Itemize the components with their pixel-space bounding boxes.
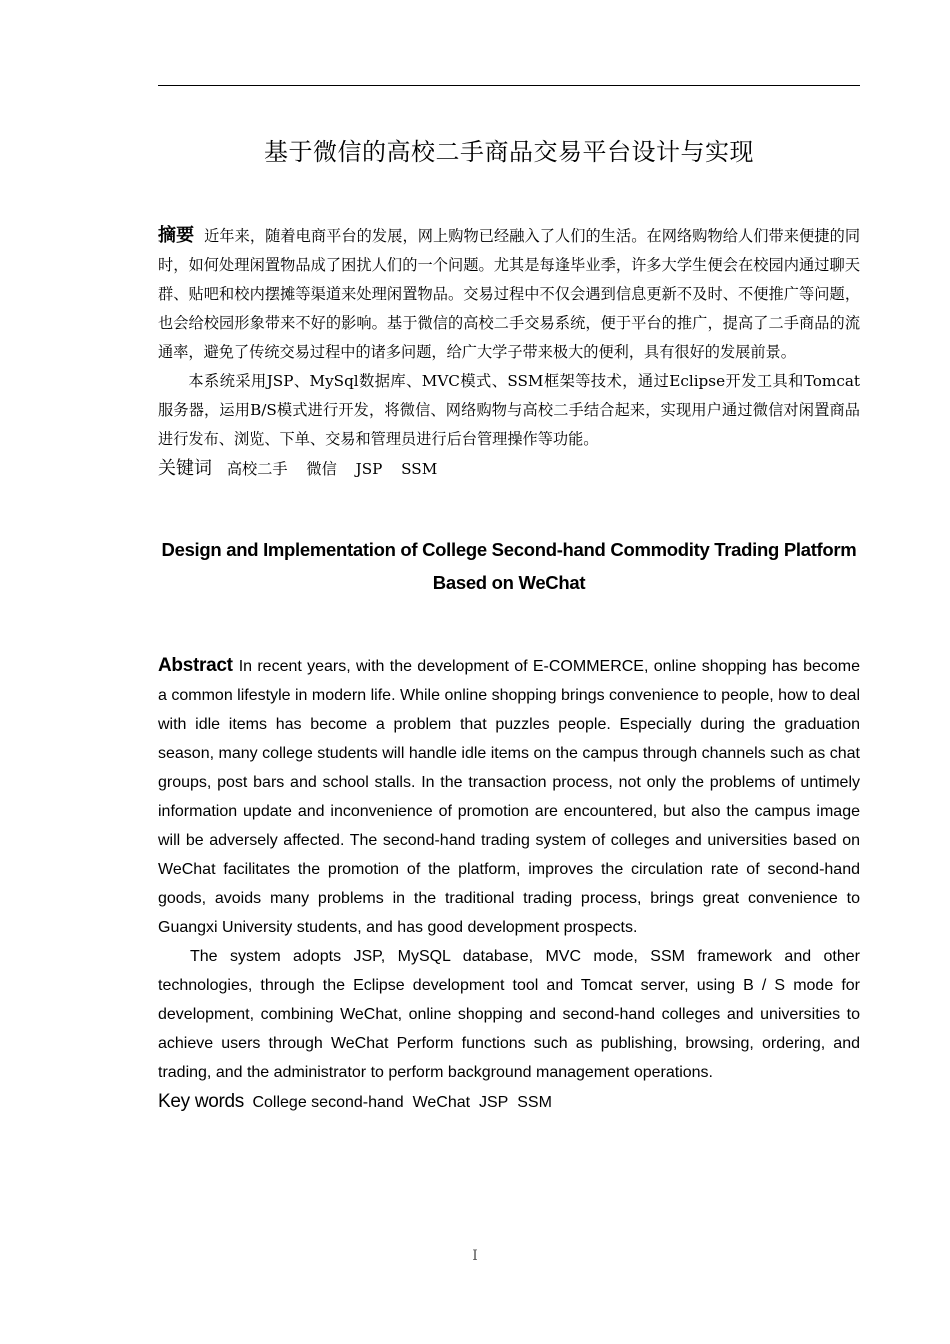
english-abstract-text-2: The system adopts JSP, MySQL database, MVC mode, SSM framework and other technologies, through the Eclipse development tool and Tomcat server, using B / S mode for development, combining WeChat, online shopping and second-hand colleges and universities to achieve users through WeChat Perform functions such as publishing, browsing, ordering, and trading, and the administrator to perform background management operations. bbox=[158, 948, 860, 1081]
chinese-keyword: 高校二手 bbox=[226, 460, 288, 478]
english-keyword: WeChat bbox=[412, 1094, 471, 1111]
chinese-abstract-paragraph-1 bbox=[158, 221, 860, 367]
english-keyword: SSM bbox=[517, 1094, 552, 1111]
chinese-abstract bbox=[158, 221, 860, 484]
chinese-keyword: SSM bbox=[401, 460, 438, 478]
chinese-keyword: 微信 bbox=[306, 460, 337, 478]
chinese-keyword: JSP bbox=[355, 460, 383, 478]
chinese-abstract-text-1: 近年来，随着电商平台的发展，网上购物已经融入了人们的生活。在网络购物给人们带来便捷的同时，如何处理闲置物品成了困扰人们的一个问题。尤其是每逢毕业季，许多大学生便会在校园内通过聊天群、贴吧和校内摆摊等渠道来处理闲置物品。交易过程中不仅会遇到信息更新不及时、不便推广等问题，也会给校园形象带来不好的影响。基于微信的高校二手交易系统，便于平台的推广，提高了二手商品的流通率，避免了传统交易过程中的诸多问题，给广大学子带来极大的便利，具有很好的发展前景。 bbox=[158, 227, 861, 361]
chinese-abstract-text-2: 本系统采用JSP、MySql数据库、MVC模式、SSM框架等技术，通过Eclipse开发工具和Tomcat服务器，运用B/S模式进行开发，将微信、网络购物与高校二手结合起来，实现用户通过微信对闲置商品进行发布、浏览、下单、交易和管理员进行后台管理操作等功能。 bbox=[158, 372, 860, 448]
english-abstract-paragraph-2 bbox=[158, 942, 860, 1087]
header-rule bbox=[158, 85, 860, 86]
english-abstract-label: Abstract bbox=[158, 655, 233, 676]
english-keywords-label: Key words bbox=[158, 1091, 245, 1112]
english-title: Design and Implementation of College Second-hand Commodity Trading Platform Based on WeChat bbox=[161, 539, 857, 593]
english-abstract bbox=[158, 651, 860, 1117]
english-abstract-paragraph-1 bbox=[158, 651, 860, 942]
page-number: I bbox=[472, 1248, 478, 1264]
chinese-abstract-label: 摘要 bbox=[158, 225, 195, 246]
english-keyword: JSP bbox=[478, 1094, 509, 1111]
chinese-title: 基于微信的高校二手商品交易平台设计与实现 bbox=[264, 138, 754, 166]
chinese-keywords-label: 关键词 bbox=[158, 458, 212, 479]
chinese-abstract-paragraph-2 bbox=[158, 367, 860, 454]
english-keyword: College second-hand bbox=[252, 1094, 404, 1111]
english-abstract-text-1: In recent years, with the development of E-COMMERCE, online shopping has become a common lifestyle in modern life. While online shopping brings convenience to people, how to deal with idle items has become a problem that puzzles people. Especially during the graduation season, many college students will handle idle items on the campus through channels such as chat groups, post bars and school stalls. In the transaction process, not only the problems of untimely information update and inconvenience of promotion are encountered, but also the campus image will be adversely affected. The second-hand trading system of colleges and universities based on WeChat facilitates the promotion of the platform, improves the circulation rate of second-hand goods, avoids many problems in the traditional trading process, brings great convenience to Guangxi University students, and has good development prospects. bbox=[158, 658, 860, 936]
chinese-keywords bbox=[158, 454, 860, 484]
english-keywords bbox=[158, 1087, 860, 1117]
